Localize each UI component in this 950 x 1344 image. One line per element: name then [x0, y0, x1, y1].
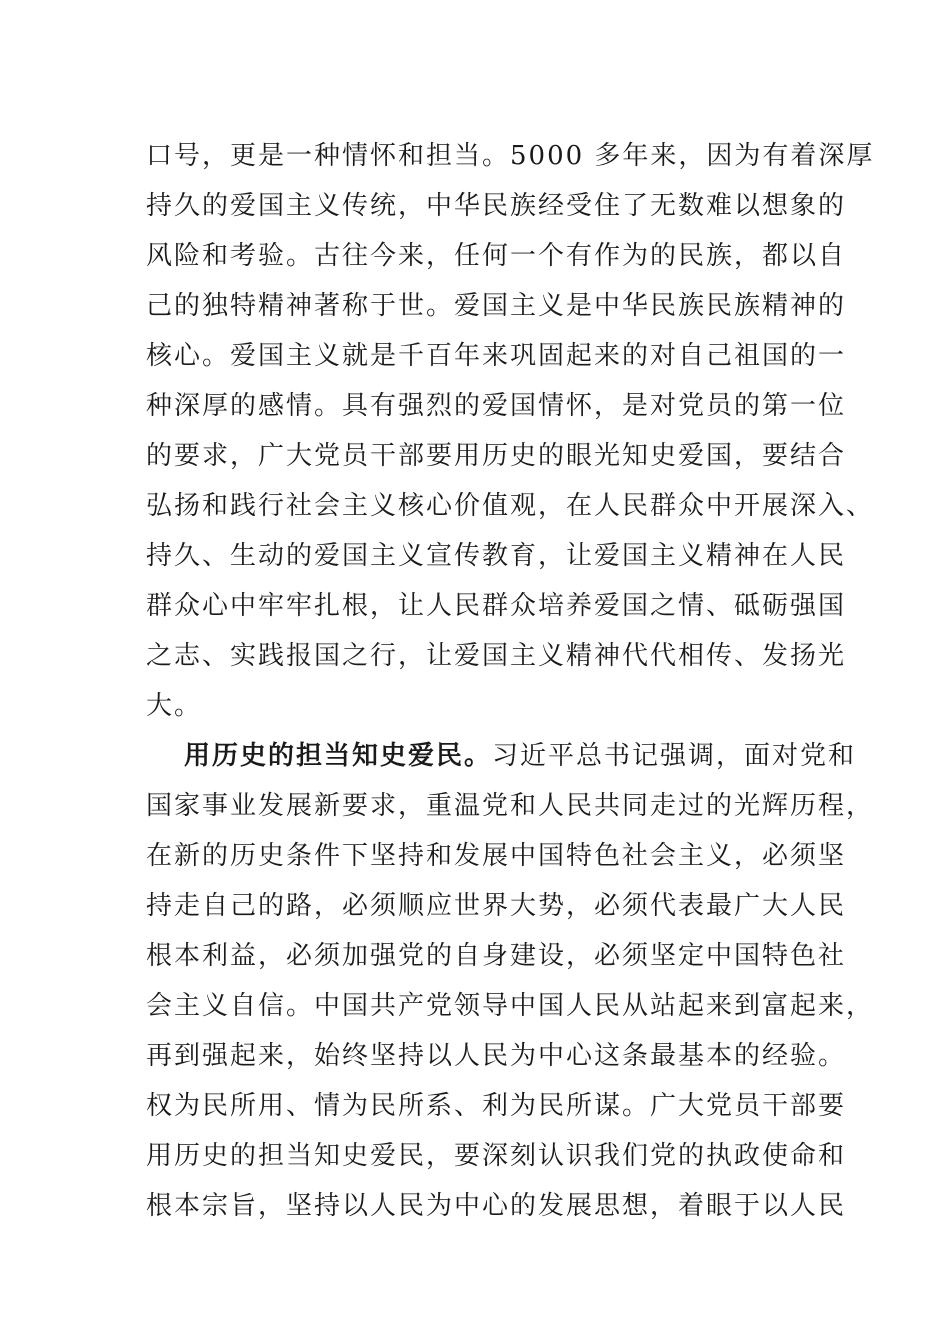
paragraph-line: 会主义自信。中国共产党领导中国人民从站起来到富起来，: [146, 991, 875, 1021]
paragraph-line: 用历史的担当知史爱民，要深刻认识我们党的执政使命和: [146, 1141, 847, 1171]
paragraph-line: 己的独特精神著称于世。爱国主义是中华民族民族精神的: [146, 291, 847, 321]
paragraph-line: 弘扬和践行社会主义核心价值观，在人民群众中开展深入、: [146, 491, 875, 521]
paragraph-line: 的要求，广大党员干部要用历史的眼光知史爱国，要结合: [146, 441, 847, 471]
paragraph-line: 口号，更是一种情怀和担当。5000 多年来，因为有着深厚: [146, 141, 875, 171]
paragraph-line: 风险和考验。古往今来，任何一个有作为的民族，都以自: [146, 241, 847, 271]
paragraph-line: 持走自己的路，必须顺应世界大势，必须代表最广大人民: [146, 891, 847, 921]
paragraph-line: 持久的爱国主义传统，中华民族经受住了无数难以想象的: [146, 191, 847, 221]
paragraph-line: 在新的历史条件下坚持和发展中国特色社会主义，必须坚: [146, 841, 847, 871]
paragraph-line: 根本宗旨，坚持以人民为中心的发展思想，着眼于以人民: [146, 1191, 847, 1221]
paragraph-line: 种深厚的感情。具有强烈的爱国情怀，是对党员的第一位: [146, 391, 847, 421]
paragraph-line: 群众心中牢牢扎根，让人民群众培养爱国之情、砥砺强国: [146, 591, 847, 621]
paragraph-line: 大。: [146, 691, 203, 721]
paragraph-line: 持久、生动的爱国主义宣传教育，让爱国主义精神在人民: [146, 541, 847, 571]
paragraph-line: 之志、实践报国之行，让爱国主义精神代代相传、发扬光: [146, 641, 847, 671]
paragraph-line: 权为民所用、情为民所系、利为民所谋。广大党员干部要: [146, 1091, 847, 1121]
paragraph-line: 国家事业发展新要求，重温党和人民共同走过的光辉历程，: [146, 791, 875, 821]
paragraph-text: 习近平总书记强调，面对党和: [492, 741, 857, 771]
paragraph-line: 核心。爱国主义就是千百年来巩固起来的对自己祖国的一: [146, 341, 847, 371]
paragraph-line: 根本利益，必须加强党的自身建设，必须坚定中国特色社: [146, 941, 847, 971]
paragraph-first-line: [146, 731, 857, 781]
body-text: [146, 131, 875, 1231]
section-lead-heading: 用历史的担当知史爱民。: [184, 741, 493, 771]
paragraph-line: 再到强起来，始终坚持以人民为中心这条最基本的经验。: [146, 1041, 847, 1071]
